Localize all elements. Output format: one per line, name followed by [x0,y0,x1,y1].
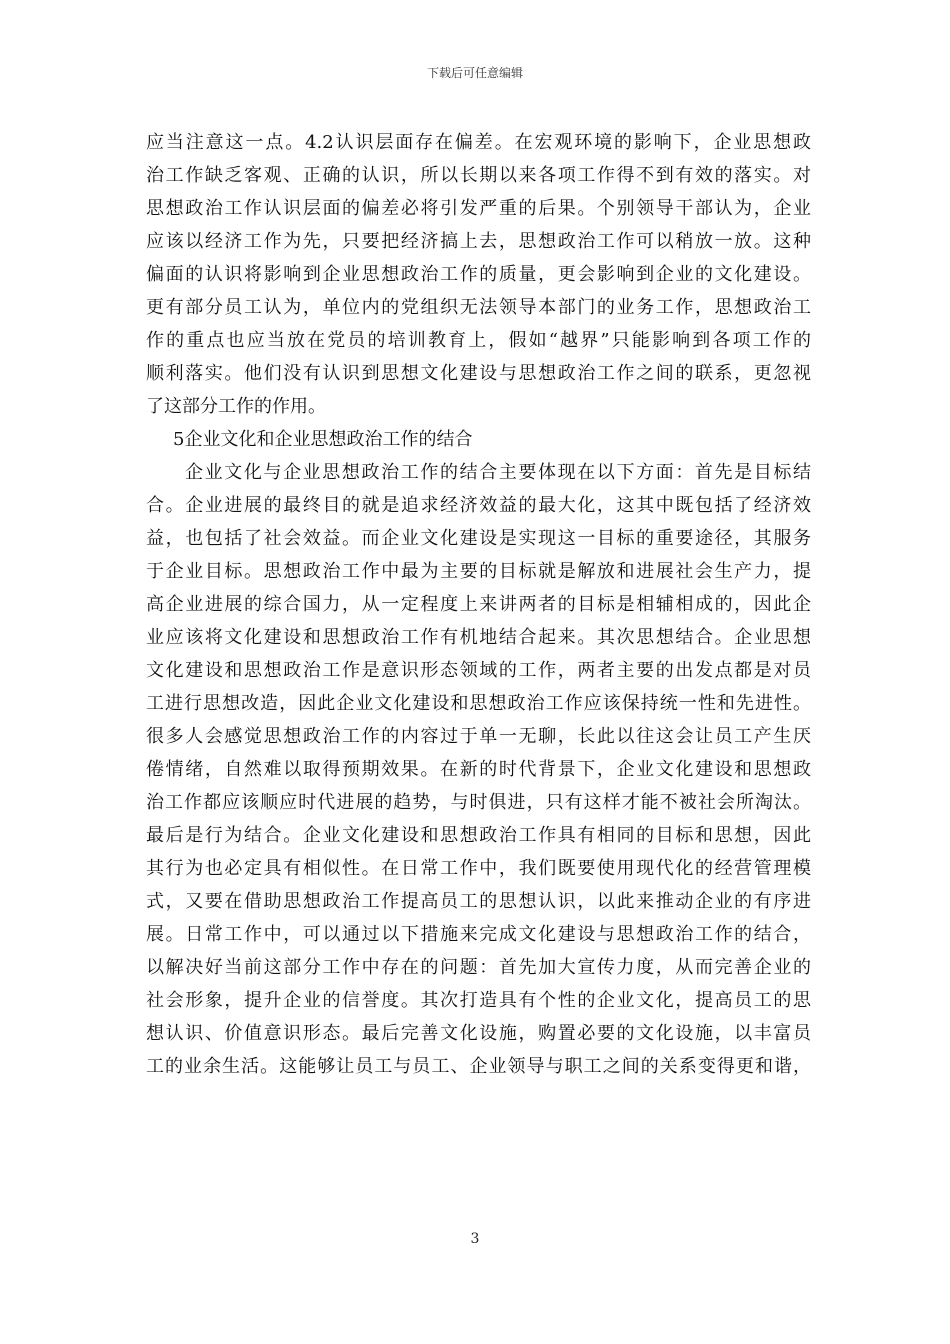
body-line: 最后是行为结合。企业文化建设和思想政治工作具有相同的目标和思想，因此 [146,825,811,846]
body-line: 工进行思想改造，因此企业文化建设和思想政治工作应该保持统一性和先进性。 [146,693,811,714]
body-line: 益，也包括了社会效益。而企业文化建设是实现这一目标的重要途径，其服务 [146,528,811,549]
body-line: 式，又要在借助思想政治工作提高员工的思想认识，以此来推动企业的有序进 [146,891,811,912]
body-line: 偏面的认识将影响到企业思想政治工作的质量，更会影响到企业的文化建设。 [146,264,811,285]
body-line: 治工作缺乏客观、正确的认识，所以长期以来各项工作得不到有效的落实。对 [146,165,811,186]
body-line: 合。企业进展的最终目的就是追求经济效益的最大化，这其中既包括了经济效 [146,495,811,516]
body-line: 了这部分工作的作用。 [146,396,326,417]
body-line: 顺利落实。他们没有认识到思想文化建设与思想政治工作之间的联系，更忽视 [146,363,811,384]
body-line: 高企业进展的综合国力，从一定程度上来讲两者的目标是相辅相成的，因此企 [146,594,811,615]
paragraph-first-line: 企业文化与企业思想政治工作的结合主要体现在以下方面：首先是目标结 [185,462,811,483]
page-header: 下载后可任意编辑 [426,66,523,80]
body-line: 应该以经济工作为先，只要把经济搞上去，思想政治工作可以稍放一放。这种 [146,231,811,252]
body-line: 作的重点也应当放在党员的培训教育上，假如“越界”只能影响到各项工作的 [146,330,811,351]
body-line: 工的业余生活。这能够让员工与员工、企业领导与职工之间的关系变得更和谐， [146,1056,811,1077]
body-line: 应当注意这一点。4.2认识层面存在偏差。在宏观环境的影响下，企业思想政 [146,132,811,153]
page-number: 3 [470,1231,480,1247]
body-line: 治工作都应该顺应时代进展的趋势，与时俱进，只有这样才能不被社会所淘汰。 [146,792,811,813]
section-heading: 5企业文化和企业思想政治工作的结合 [173,429,473,450]
body-line: 社会形象，提升企业的信誉度。其次打造具有个性的企业文化，提高员工的思 [146,990,811,1011]
document-body [146,126,811,1083]
body-line: 倦情绪，自然难以取得预期效果。在新的时代背景下，企业文化建设和思想政 [146,759,811,780]
body-line: 思想政治工作认识层面的偏差必将引发严重的后果。个别领导干部认为，企业 [146,198,811,219]
body-line: 其行为也必定具有相似性。在日常工作中，我们既要使用现代化的经营管理模 [146,858,811,879]
body-line: 文化建设和思想政治工作是意识形态领域的工作，两者主要的出发点都是对员 [146,660,811,681]
body-line: 以解决好当前这部分工作中存在的问题：首先加大宣传力度，从而完善企业的 [146,957,811,978]
body-line: 于企业目标。思想政治工作中最为主要的目标就是解放和进展社会生产力，提 [146,561,811,582]
body-line: 展。日常工作中，可以通过以下措施来完成文化建设与思想政治工作的结合， [146,924,811,945]
body-line: 业应该将文化建设和思想政治工作有机地结合起来。其次思想结合。企业思想 [146,627,811,648]
body-line: 很多人会感觉思想政治工作的内容过于单一无聊，长此以往这会让员工产生厌 [146,726,811,747]
body-line: 想认识、价值意识形态。最后完善文化设施，购置必要的文化设施，以丰富员 [146,1023,811,1044]
body-line: 更有部分员工认为，单位内的党组织无法领导本部门的业务工作，思想政治工 [146,297,811,318]
